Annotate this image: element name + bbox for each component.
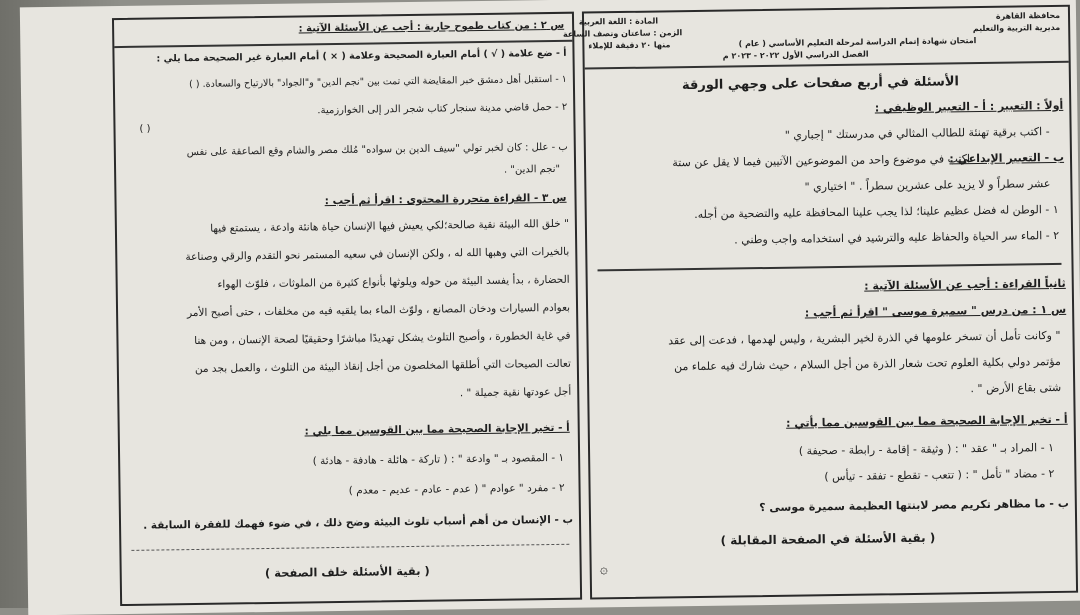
expression-title: أولاً : التعبير : أ - التعبير الوظيفي : bbox=[874, 98, 1064, 115]
functional-task: - اكتب برقية تهنئة للطالب المثالي في مدرستك " إجباري " bbox=[784, 125, 1050, 142]
choose-left-2: ٢ - مفرد " عوادم " ( عدم - عادم - عديم - معدم ) bbox=[348, 481, 565, 497]
header-divider bbox=[585, 61, 1069, 70]
creative-instruction: اكتب في موضوع واحد من الموضوعين الآتيين فيما لا يقل عن ستة bbox=[672, 152, 971, 170]
continue-note-left: ( بقية الأسئلة خلف الصفحة ) bbox=[264, 563, 430, 581]
paragraph-line-1: " خلق الله البيئة نقية صالحة؛لكي يعيش فيها الإنسان حياة هانئة وادعة ، يستمتع فيها bbox=[210, 217, 569, 235]
reading-title: ثانياً القراءة : أجب عن الأسئلة الآتية : bbox=[864, 276, 1066, 293]
continue-note: ( بقية الأسئلة في الصفحة المقابلة ) bbox=[720, 530, 936, 548]
term: الفصل الدراسي الأول ٢٠٢٢ - ٢٠٢٣ م bbox=[722, 49, 869, 61]
paragraph-line-2: بالخيرات التي وهبها الله له ، ولكن الإنسان في سعيه المستمر نحو التقدم والرقي وصناعة bbox=[185, 245, 570, 264]
page-ornament-icon: ۞ bbox=[599, 561, 609, 578]
paragraph-line-7: أجل عودتها نقية جميلة " . bbox=[459, 385, 572, 400]
passage-line-2: مؤتمر دولي بكلية العلوم تحت شعار الذرة من أجل السلام ، حيث شارك فيه علماء من bbox=[674, 354, 1061, 374]
choose-left-1: ١ - المقصود بـ " وادعة " : ( تاركة - هائلة - هادفة - هادئة ) bbox=[312, 451, 565, 468]
subject: المادة : اللغة العربية bbox=[578, 16, 659, 27]
question-b: ب - ما مظاهر تكريم مصر لابنتها العظيمة سميرة موسى ؟ bbox=[759, 496, 1069, 515]
statement-2-answer: ( ) bbox=[139, 123, 151, 135]
passage-line-1: " وكانت تأمل أن تسخر علومها في الذرة لخير البشرية ، وليس لهدمها ، فدعت إلى عقد bbox=[668, 328, 1061, 348]
governorate: محافظة القاهرة bbox=[995, 10, 1061, 21]
left-top-divider bbox=[114, 40, 572, 48]
left-column bbox=[112, 12, 582, 606]
true-false-title: أ - ضع علامة ( √ ) أمام العبارة الصحيحة وعلامة ( × ) أمام العبارة غير الصحيحة مما يلي : bbox=[156, 47, 567, 65]
choose-title-left: أ - تخير الإجابة الصحيحة مما بين القوسين مما يلي : bbox=[304, 421, 570, 438]
statement-2: ٢ - حمل قاضي مدينة سنجار كتاب شجر الدر إلى الخوارزمية. bbox=[317, 101, 568, 117]
paragraph-line-5: في غاية الخطورة ، وأصبح التلوث يشكل تهديدًا مباشرًا وحقيقيًا لصحة الإنسان ، ومن هنا bbox=[194, 329, 571, 347]
pages-note: الأسئلة في أربع صفحات على وجهي الورقة bbox=[681, 74, 960, 94]
exam-title: امتحان شهادة إتمام الدراسة لمرحلة التعليم الأساسي ( عام ) bbox=[738, 36, 977, 49]
book-question-title: س ٢ : من كتاب طموح جارية : أجب عن الأسئلة الآتية : bbox=[298, 19, 565, 35]
creative-instruction-2: عشر سطراً و لا يزيد على عشرين سطراً . " اختياري " bbox=[804, 177, 1051, 194]
answer-line bbox=[131, 544, 569, 551]
exam-time: الزمن : ساعتان ونصف الساعة bbox=[562, 28, 683, 39]
dictation-time: منها ٢٠ دقيقة للإملاء bbox=[588, 40, 671, 51]
section-divider bbox=[598, 263, 1062, 271]
environment-question: ب - الإنسان من أهم أسباب تلوث البيئة وضح ذلك ، في ضوء فهمك للفقرة السابقة . bbox=[143, 513, 574, 532]
justify-question-2: "نجم الدين" . bbox=[503, 163, 561, 176]
topic-1: ١ - الوطن له فضل عظيم علينا؛ لذا يجب علينا المحافظة عليه والتضحية من أجله. bbox=[694, 202, 1059, 222]
reading-subtitle: س ١ : من درس " سميرة موسى " اقرأ ثم أجب : bbox=[804, 302, 1067, 320]
topic-2: ٢ - الماء سر الحياة والحفاظ عليه والترشيد في استخدامه واجب وطني . bbox=[734, 228, 1060, 247]
choose-title: أ - تخير الإجابة الصحيحة مما بين القوسين مما يأتي : bbox=[786, 412, 1068, 430]
directorate: مديرية التربية والتعليم bbox=[972, 22, 1061, 34]
justify-question: ب - علل : كان لخبر تولي "سيف الدين بن سواده" مُلك مصر والشام وقع الصاعقة على نفس bbox=[186, 141, 568, 159]
statement-1: ١ - استقبل أهل دمشق خبر المقايضة التي تمت بين "نجم الدين" و"الجواد" بالارتياح والسعادة. ( ) bbox=[189, 73, 567, 91]
creative-title: ب - التعبير الإبداعي : bbox=[949, 150, 1065, 166]
exam-sheet bbox=[20, 0, 1080, 615]
paragraph-line-3: الحضارة ، بدأ يفسد البيئة من حوله ويلوثها بأنواع كثيرة من الملوثات ، فلوّث الهواء bbox=[217, 273, 570, 291]
passage-line-3: شتى بقاع الأرض " . bbox=[970, 380, 1062, 396]
right-column bbox=[562, 5, 1078, 600]
choose-item-2: ٢ - مضاد " تأمل " : ( تتعب - تقطع - تفقد - تيأس ) bbox=[824, 467, 1055, 484]
paragraph-line-6: تعالت الصيحات التي أطلقها المخلصون من أجل إنقاذ البيئة من التلوث ، والعمل بجد من bbox=[194, 357, 571, 375]
choose-item-1: ١ - المراد بـ " عقد " : ( وثيقة - إقامة - رابطة - صحيفة ) bbox=[798, 441, 1055, 458]
reading-question-title: س ٣ - القراءة متحررة المحتوى : اقرأ ثم أجب : bbox=[324, 191, 567, 208]
paragraph-line-4: بعوادم السيارات ودخان المصانع ، ولوّث الماء بما يلقيه فيه من مخلفات ، حتى أصبح الأمر bbox=[186, 301, 571, 320]
